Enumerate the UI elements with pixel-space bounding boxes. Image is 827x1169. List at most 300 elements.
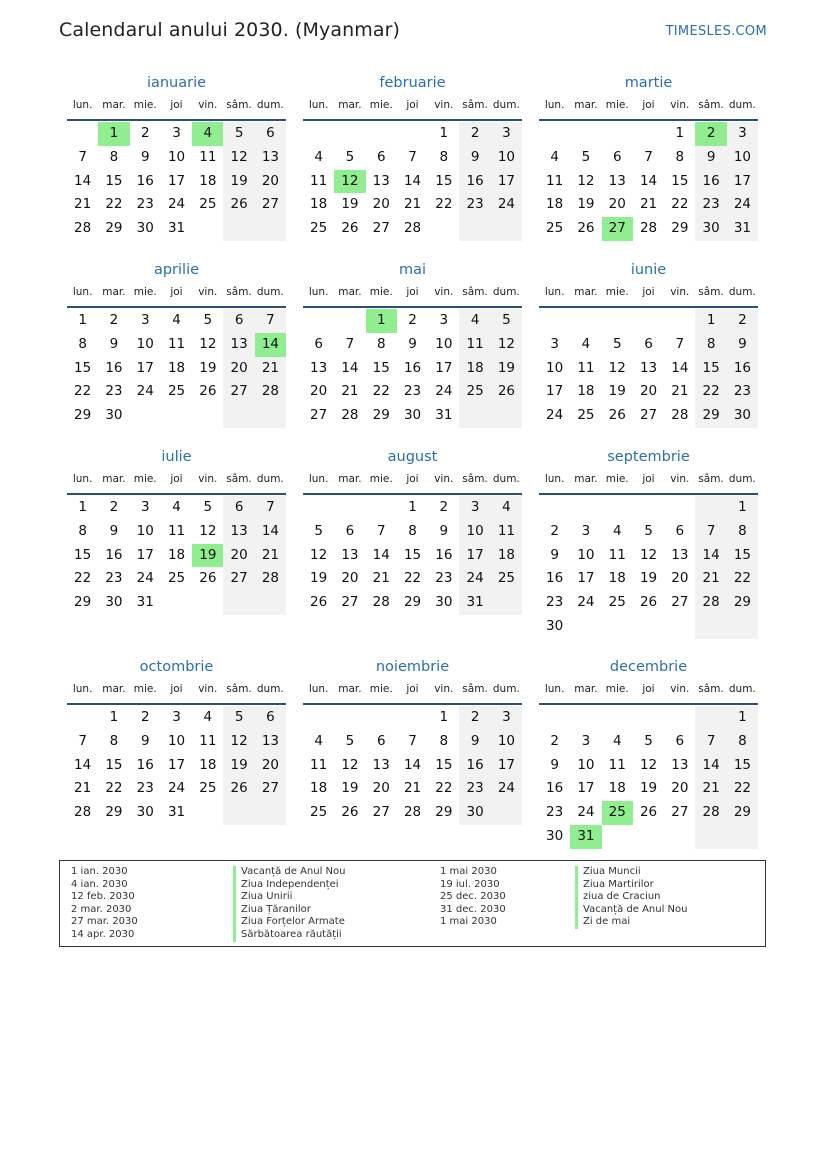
day-grid <box>67 496 286 615</box>
month-mai <box>303 258 522 428</box>
empty-cell <box>428 217 459 241</box>
weekday-label: dum. <box>492 683 520 695</box>
weekday-label: mie. <box>605 99 629 111</box>
weekday-header <box>67 95 286 121</box>
day-cell: 15 <box>403 546 422 563</box>
month-name: iunie <box>630 262 667 278</box>
day-cell: 30 <box>136 804 154 821</box>
day-cell: 26 <box>639 594 658 611</box>
day-cell: 14 <box>695 754 726 778</box>
weekday-label: mie. <box>369 99 393 111</box>
day-cell: 10 <box>435 335 453 352</box>
weekday-label: lun. <box>544 286 565 298</box>
weekday-label: mie. <box>133 286 157 298</box>
day-cell: 1 <box>78 499 87 515</box>
day-cell: 21 <box>403 196 422 213</box>
day-cell: 23 <box>695 193 726 217</box>
day-cell: 3 <box>140 499 150 515</box>
empty-cell <box>633 825 664 849</box>
day-cell: 7 <box>408 732 417 749</box>
day-cell: 21 <box>341 383 359 400</box>
legend-entry: ziua de Craciun <box>575 891 687 904</box>
day-cell: 29 <box>105 804 123 821</box>
day-cell: 6 <box>314 335 323 352</box>
empty-cell <box>570 309 601 333</box>
day-cell: 5 <box>644 732 653 749</box>
day-cell: 16 <box>546 570 564 587</box>
day-cell: 19 <box>223 170 254 194</box>
day-cell: 28 <box>255 380 286 404</box>
day-cell: 22 <box>372 383 390 400</box>
day-cell: 4 <box>581 335 591 352</box>
weekday-label: lun. <box>544 683 565 695</box>
weekday-label: lun. <box>544 99 565 111</box>
day-cell: 12 <box>341 756 359 773</box>
day-cell: 10 <box>491 146 522 170</box>
day-cell: 12 <box>310 546 328 563</box>
legend-entry: Vacanță de Anul Nou <box>575 904 687 917</box>
weekday-label: joi <box>406 683 419 695</box>
day-cell: 7 <box>675 335 685 352</box>
day-grid <box>67 122 286 241</box>
day-cell: 10 <box>136 522 154 539</box>
day-cell: 10 <box>167 148 186 165</box>
day-cell: 17 <box>435 359 453 376</box>
legend-entry: 12 feb. 2030 <box>71 891 135 903</box>
month-name: septembrie <box>607 449 690 465</box>
day-cell: 29 <box>435 804 453 821</box>
holiday-cell: 2 <box>695 122 726 146</box>
day-cell: 15 <box>727 754 758 778</box>
empty-cell <box>255 801 286 825</box>
day-cell: 31 <box>459 591 490 615</box>
day-cell: 26 <box>199 570 217 587</box>
day-cell: 20 <box>372 196 390 213</box>
day-cell: 22 <box>435 196 453 213</box>
day-cell: 23 <box>105 570 123 587</box>
day-cell: 3 <box>727 122 758 146</box>
day-cell: 7 <box>345 335 355 352</box>
weekday-label: sâm. <box>226 473 252 485</box>
day-cell: 15 <box>435 172 453 189</box>
weekday-label: joi <box>170 286 183 298</box>
empty-cell <box>602 615 633 639</box>
day-cell: 3 <box>550 335 559 352</box>
day-cell: 9 <box>459 730 490 754</box>
weekday-label: mie. <box>605 473 629 485</box>
weekday-label: dum. <box>492 286 520 298</box>
day-cell: 7 <box>376 522 386 539</box>
empty-cell <box>459 404 490 428</box>
weekday-label: vin. <box>670 683 690 695</box>
day-cell: 23 <box>459 777 490 801</box>
month-name: februarie <box>379 75 446 91</box>
day-cell: 18 <box>491 544 522 568</box>
weekday-label: vin. <box>198 286 218 298</box>
weekday-label: vin. <box>434 286 454 298</box>
day-cell: 17 <box>491 754 522 778</box>
day-cell: 26 <box>199 383 217 400</box>
day-grid <box>303 122 522 241</box>
day-cell: 19 <box>577 196 595 213</box>
day-cell: 12 <box>577 172 595 189</box>
weekday-label: mie. <box>133 683 157 695</box>
empty-cell <box>192 404 223 428</box>
day-cell: 21 <box>255 544 286 568</box>
day-cell: 2 <box>550 732 559 749</box>
day-cell: 24 <box>577 594 595 611</box>
weekday-label: sâm. <box>462 683 488 695</box>
day-cell: 12 <box>491 333 522 357</box>
day-cell: 24 <box>727 193 758 217</box>
legend-entry: Ziua Țăranilor <box>233 904 345 917</box>
empty-cell <box>303 309 334 333</box>
day-cell: 3 <box>459 496 490 520</box>
day-cell: 16 <box>105 546 123 563</box>
day-cell: 4 <box>550 148 559 165</box>
day-cell: 9 <box>550 756 559 773</box>
day-cell: 21 <box>695 567 726 591</box>
weekday-label: joi <box>642 473 655 485</box>
day-cell: 13 <box>255 730 286 754</box>
day-cell: 23 <box>136 780 154 797</box>
day-cell: 20 <box>639 383 658 400</box>
day-cell: 12 <box>223 730 254 754</box>
day-cell: 12 <box>199 522 217 539</box>
day-cell: 4 <box>459 309 490 333</box>
day-cell: 4 <box>314 732 323 749</box>
day-cell: 7 <box>78 732 87 749</box>
day-cell: 25 <box>310 804 328 821</box>
day-cell: 28 <box>695 591 726 615</box>
day-cell: 5 <box>644 522 653 539</box>
day-cell: 6 <box>376 148 386 165</box>
day-cell: 29 <box>74 594 92 611</box>
month-februarie <box>303 71 522 241</box>
day-cell: 4 <box>612 732 622 749</box>
day-cell: 5 <box>223 122 254 146</box>
day-cell: 30 <box>546 827 564 844</box>
day-cell: 30 <box>546 617 564 634</box>
day-cell: 18 <box>310 780 328 797</box>
weekday-label: lun. <box>308 99 329 111</box>
day-grid <box>303 706 522 825</box>
legend-entry: 1 ian. 2030 <box>71 866 128 877</box>
day-cell: 8 <box>78 522 87 539</box>
weekday-label: joi <box>406 99 419 111</box>
day-cell: 25 <box>167 570 186 587</box>
day-cell: 13 <box>372 172 390 189</box>
legend-entry: 19 iul. 2030 <box>440 878 500 890</box>
day-cell: 26 <box>341 220 359 237</box>
day-cell: 3 <box>491 706 522 730</box>
day-cell: 17 <box>577 570 595 587</box>
weekday-label: mie. <box>369 286 393 298</box>
day-cell: 15 <box>105 756 123 773</box>
site-link[interactable]: TIMESLES.COM <box>665 24 767 39</box>
day-cell: 2 <box>550 522 559 539</box>
day-cell: 5 <box>223 706 254 730</box>
month-name: august <box>387 449 438 465</box>
day-cell: 18 <box>167 359 186 376</box>
empty-cell <box>633 122 664 146</box>
day-cell: 23 <box>403 383 422 400</box>
day-grid <box>539 309 758 428</box>
day-cell: 11 <box>199 732 217 749</box>
month-name: aprilie <box>153 262 200 278</box>
day-cell: 5 <box>203 312 213 328</box>
day-cell: 22 <box>74 383 92 400</box>
empty-cell <box>334 706 365 730</box>
day-cell: 26 <box>310 594 328 611</box>
month-name: iulie <box>161 449 192 465</box>
day-cell: 7 <box>255 309 286 333</box>
day-cell: 29 <box>695 404 726 428</box>
day-cell: 17 <box>459 544 490 568</box>
weekday-label: vin. <box>434 99 454 111</box>
day-cell: 31 <box>727 217 758 241</box>
day-cell: 2 <box>140 709 150 725</box>
day-cell: 20 <box>608 196 626 213</box>
empty-cell <box>491 404 522 428</box>
day-cell: 13 <box>372 756 390 773</box>
day-cell: 26 <box>639 804 658 821</box>
day-cell: 23 <box>435 570 453 587</box>
day-cell: 2 <box>727 309 758 333</box>
day-cell: 3 <box>172 125 181 141</box>
month-martie <box>539 71 758 241</box>
weekday-label: mar. <box>338 286 362 298</box>
weekday-label: joi <box>406 473 419 485</box>
day-cell: 9 <box>727 333 758 357</box>
weekday-label: mie. <box>369 683 393 695</box>
empty-cell <box>192 217 223 241</box>
day-cell: 25 <box>546 220 564 237</box>
day-cell: 5 <box>581 148 591 165</box>
day-cell: 1 <box>408 499 417 515</box>
day-grid <box>67 706 286 825</box>
weekday-label: joi <box>642 286 655 298</box>
day-cell: 26 <box>223 777 254 801</box>
legend-entry: Ziua Independenței <box>233 879 345 892</box>
day-cell: 7 <box>78 148 87 165</box>
day-cell: 14 <box>255 520 286 544</box>
day-cell: 6 <box>223 496 254 520</box>
empty-cell <box>459 217 490 241</box>
empty-cell <box>727 615 758 639</box>
day-cell: 23 <box>546 594 564 611</box>
weekday-header <box>67 679 286 705</box>
day-cell: 30 <box>105 407 123 424</box>
weekday-label: mar. <box>574 99 598 111</box>
weekday-label: lun. <box>72 99 93 111</box>
day-cell: 13 <box>341 546 359 563</box>
day-cell: 15 <box>435 756 453 773</box>
day-cell: 5 <box>345 148 355 165</box>
weekday-label: sâm. <box>462 286 488 298</box>
day-cell: 9 <box>109 335 119 352</box>
weekday-label: mie. <box>605 683 629 695</box>
day-cell: 14 <box>639 172 658 189</box>
holiday-cell: 31 <box>570 825 601 849</box>
weekday-label: sâm. <box>698 286 724 298</box>
day-cell: 13 <box>255 146 286 170</box>
day-cell: 10 <box>546 359 564 376</box>
holiday-cell: 19 <box>192 544 223 568</box>
month-decembrie <box>539 655 758 849</box>
day-cell: 18 <box>167 546 186 563</box>
day-cell: 8 <box>439 148 449 165</box>
day-cell: 9 <box>408 335 417 352</box>
day-cell: 20 <box>372 780 390 797</box>
weekday-label: mie. <box>133 99 157 111</box>
weekday-label: sâm. <box>698 683 724 695</box>
empty-cell <box>397 122 428 146</box>
month-name: mai <box>398 262 427 278</box>
day-cell: 20 <box>671 780 689 797</box>
day-cell: 29 <box>372 407 390 424</box>
day-cell: 10 <box>136 335 154 352</box>
day-cell: 17 <box>136 359 154 376</box>
weekday-label: lun. <box>308 473 329 485</box>
day-cell: 16 <box>435 546 453 563</box>
weekday-label: sâm. <box>462 99 488 111</box>
weekday-label: sâm. <box>226 286 252 298</box>
day-cell: 6 <box>675 732 685 749</box>
day-grid <box>539 122 758 241</box>
day-cell: 4 <box>172 499 181 515</box>
weekday-label: mie. <box>605 286 629 298</box>
day-grid <box>539 496 758 639</box>
weekday-header <box>67 282 286 308</box>
day-cell: 16 <box>727 357 758 381</box>
day-cell: 29 <box>727 591 758 615</box>
empty-cell <box>397 706 428 730</box>
day-cell: 16 <box>403 359 422 376</box>
day-cell: 1 <box>727 496 758 520</box>
weekday-label: lun. <box>72 286 93 298</box>
day-cell: 16 <box>136 172 154 189</box>
empty-cell <box>192 801 223 825</box>
day-cell: 15 <box>74 359 92 376</box>
day-cell: 5 <box>345 732 355 749</box>
day-cell: 18 <box>608 780 626 797</box>
holiday-cell: 1 <box>366 309 397 333</box>
month-octombrie <box>67 655 286 825</box>
day-cell: 3 <box>140 312 150 328</box>
day-cell: 1 <box>695 309 726 333</box>
month-name: martie <box>624 75 673 91</box>
day-cell: 15 <box>727 544 758 568</box>
empty-cell <box>570 706 601 730</box>
empty-cell <box>539 706 570 730</box>
weekday-label: vin. <box>434 473 454 485</box>
empty-cell <box>602 122 633 146</box>
day-cell: 7 <box>695 520 726 544</box>
weekday-label: sâm. <box>462 473 488 485</box>
day-cell: 22 <box>435 780 453 797</box>
day-cell: 12 <box>608 359 626 376</box>
day-cell: 11 <box>608 546 626 563</box>
weekday-label: joi <box>406 286 419 298</box>
day-grid <box>539 706 758 849</box>
legend-names-left <box>233 866 345 942</box>
weekday-header <box>303 469 522 495</box>
day-cell: 2 <box>140 125 150 141</box>
day-cell: 15 <box>671 172 689 189</box>
weekday-label: mar. <box>338 99 362 111</box>
day-cell: 1 <box>727 706 758 730</box>
day-cell: 21 <box>74 780 92 797</box>
day-cell: 20 <box>671 570 689 587</box>
day-cell: 11 <box>546 172 564 189</box>
day-cell: 15 <box>74 546 92 563</box>
day-cell: 2 <box>459 122 490 146</box>
day-cell: 8 <box>695 333 726 357</box>
day-cell: 9 <box>140 732 150 749</box>
day-cell: 16 <box>105 359 123 376</box>
day-cell: 14 <box>695 544 726 568</box>
day-cell: 5 <box>314 522 323 539</box>
month-iunie <box>539 258 758 428</box>
legend-entry: Vacanță de Anul Nou <box>233 866 345 879</box>
day-cell: 17 <box>546 383 564 400</box>
day-cell: 16 <box>695 170 726 194</box>
day-cell: 1 <box>439 709 449 725</box>
legend-entry: 25 dec. 2030 <box>440 891 506 903</box>
day-cell: 18 <box>459 357 490 381</box>
day-cell: 29 <box>74 407 92 424</box>
weekday-label: dum. <box>256 473 284 485</box>
day-cell: 24 <box>435 383 453 400</box>
day-cell: 18 <box>577 383 595 400</box>
empty-cell <box>366 706 397 730</box>
day-cell: 13 <box>608 172 626 189</box>
day-cell: 28 <box>695 801 726 825</box>
day-cell: 17 <box>136 546 154 563</box>
day-cell: 16 <box>546 780 564 797</box>
weekday-label: joi <box>642 99 655 111</box>
day-cell: 24 <box>459 567 490 591</box>
month-name: octombrie <box>139 659 214 675</box>
empty-cell <box>67 122 98 146</box>
day-cell: 21 <box>671 383 689 400</box>
day-cell: 12 <box>199 335 217 352</box>
weekday-label: dum. <box>492 473 520 485</box>
empty-cell <box>161 591 192 615</box>
empty-cell <box>366 496 397 520</box>
day-cell: 14 <box>74 172 92 189</box>
day-cell: 11 <box>577 359 595 376</box>
empty-cell <box>303 496 334 520</box>
day-cell: 2 <box>439 499 449 515</box>
day-cell: 25 <box>459 380 490 404</box>
month-name: noiembrie <box>375 659 450 675</box>
day-cell: 27 <box>223 567 254 591</box>
weekday-label: lun. <box>308 683 329 695</box>
weekday-label: mie. <box>369 473 393 485</box>
day-cell: 16 <box>136 756 154 773</box>
day-cell: 8 <box>727 520 758 544</box>
day-cell: 29 <box>671 220 689 237</box>
day-cell: 30 <box>435 594 453 611</box>
day-cell: 9 <box>695 146 726 170</box>
empty-cell <box>303 122 334 146</box>
day-cell: 19 <box>199 359 217 376</box>
empty-cell <box>223 404 254 428</box>
day-cell: 27 <box>671 594 689 611</box>
day-cell: 16 <box>459 754 490 778</box>
